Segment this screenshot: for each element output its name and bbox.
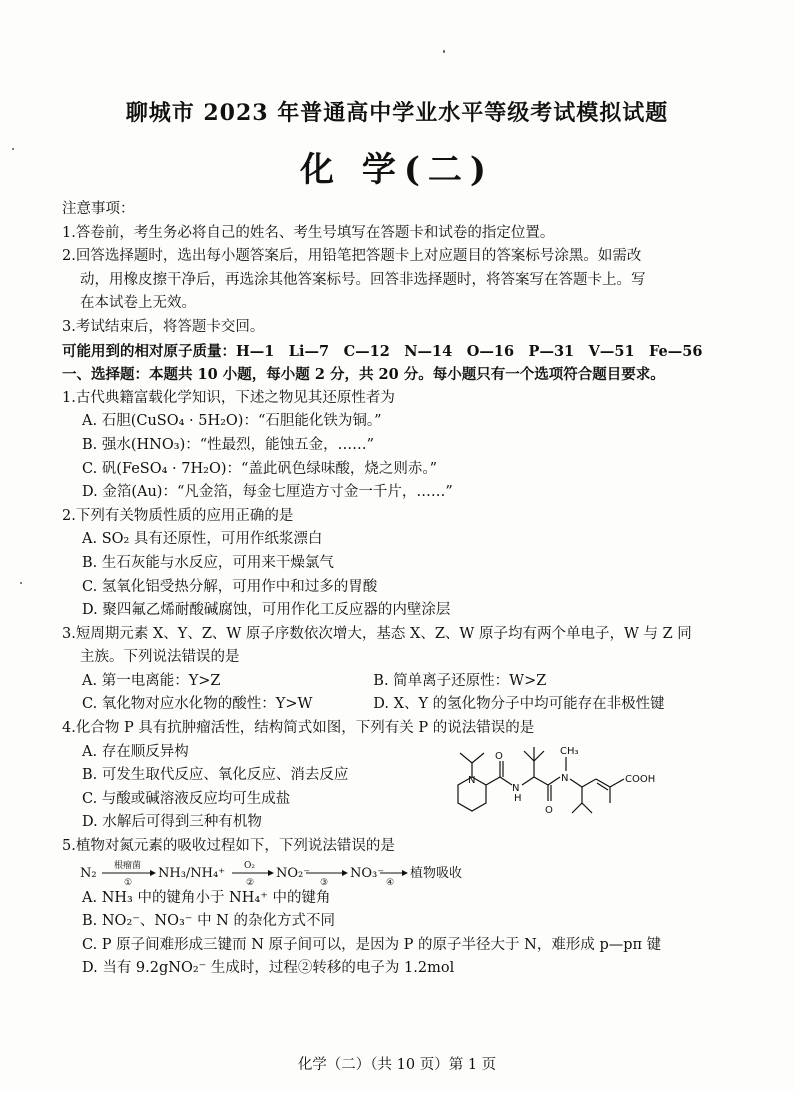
- nitrogen-uptake-scheme: [62, 859, 752, 887]
- question-1-option-a: A. 石胆(CuSO₄ · 5H₂O)：“石胆能化铁为铜。”: [82, 413, 382, 430]
- question-5-option-a: A. NH₃ 中的键角小于 NH₄⁺ 中的键角: [82, 889, 331, 906]
- question-3-option-c: C. 氧化物对应水化物的酸性：Y>W: [82, 696, 313, 713]
- scan-speck: [20, 582, 22, 584]
- question-5-option-d: D. 当有 9.2gNO₂⁻ 生成时，过程②转移的电子为 1.2mol: [82, 960, 455, 977]
- question-3-option-d: D. X、Y 的氢化物分子中均可能存在非极性键: [373, 696, 665, 713]
- question-4-option-c: C. 与酸或碱溶液反应均可生成盐: [82, 790, 291, 807]
- question-3-options-row-1: [62, 670, 752, 694]
- scheme-species-nitrite: NO₂⁻: [276, 865, 311, 881]
- scheme-species-ammonia: NH₃/NH₄⁺: [158, 865, 226, 881]
- note-item-2: 2.回答选择题时，选出每小题答案后，用铅笔把答题卡上对应题目的答案标号涂黑。如需改: [62, 248, 642, 265]
- question-2-option-a: A. SO₂ 具有还原性，可用作纸浆漂白: [82, 531, 323, 548]
- question-1-option-b: B. 强水(HNO₃)：“性最烈，能蚀五金，……”: [82, 436, 375, 453]
- question-3-stem: 3.短周期元素 X、Y、Z、W 原子序数依次增大，基态 X、Z、W 原子均有两个单电子，W 与 Z 同: [62, 625, 692, 642]
- question-2-option-c: C. 氢氧化铝受热分解，可用作中和过多的胃酸: [82, 578, 378, 595]
- question-5-option-b: B. NO₂⁻、NO₃⁻ 中 N 的杂化方式不同: [82, 913, 335, 930]
- structure-label-cooh: COOH: [625, 773, 656, 785]
- scheme-plant-uptake: 植物吸收: [410, 865, 463, 881]
- scheme-diagram: [80, 859, 500, 887]
- question-3-option-b: B. 简单离子还原性：W>Z: [373, 672, 547, 689]
- question-1-option-d: D. 金箔(Au)：“凡金箔，每金七厘造方寸金一千片，……”: [82, 484, 453, 501]
- question-3-options-row-2: [62, 693, 752, 717]
- exam-subject: 化 学(二): [299, 150, 494, 190]
- scheme-arrow-1-condition: 根瘤菌: [114, 860, 142, 871]
- question-5-option-c: C. P 原子间难形成三键而 N 原子间可以，是因为 P 的原子半径大于 N，难形成 p—pπ 键: [82, 936, 662, 953]
- note-item-1: 1.答卷前，考生务必将自己的姓名、考生号填写在答题卡和试卷的指定位置。: [62, 224, 555, 241]
- question-4-option-b: B. 可发生取代反应、氧化反应、消去反应: [82, 767, 349, 784]
- question-2-stem: 2.下列有关物质性质的应用正确的是: [62, 507, 294, 524]
- compound-p-structure: [442, 739, 712, 849]
- scheme-arrow-3-step: ③: [320, 877, 329, 887]
- page-footer: 化学（二）（共 10 页）第 1 页: [297, 1057, 497, 1073]
- structure-label-n: N: [561, 772, 569, 784]
- question-4-stem: 4.化合物 P 具有抗肿瘤活性，结构简式如图，下列有关 P 的说法错误的是: [62, 720, 535, 737]
- question-1-stem: 1.古代典籍富载化学知识，下述之物见其还原性者为: [62, 389, 395, 406]
- question-3-stem-cont: 主族。下列说法错误的是: [80, 649, 240, 666]
- scheme-arrow-4-step: ④: [386, 877, 395, 887]
- structure-label-n: N: [468, 774, 476, 786]
- question-3-option-a: A. 第一电离能：Y>Z: [82, 672, 221, 689]
- structure-label-h: H: [514, 792, 522, 804]
- question-2-option-d: D. 聚四氟乙烯耐酸碱腐蚀，可用作化工反应器的内壁涂层: [82, 602, 451, 619]
- structure-label-n: N: [512, 782, 520, 794]
- note-item-2-cont: 在本试卷上无效。: [80, 295, 196, 312]
- notes-heading: 注意事项：: [62, 201, 135, 217]
- scheme-species-nitrate: NO₃⁻: [350, 865, 385, 881]
- question-4-option-d: D. 水解后可得到三种有机物: [82, 814, 262, 831]
- scheme-arrow-2-step: ②: [246, 877, 255, 887]
- question-4-options: [62, 741, 752, 835]
- question-5-stem: 5.植物对氮元素的吸收过程如下，下列说法错误的是: [62, 838, 395, 855]
- exam-title: 聊城市 2023 年普通高中学业水平等级考试模拟试题: [125, 100, 669, 126]
- structure-label-methyl: CH₃: [560, 745, 579, 757]
- scheme-species-n2: N₂: [80, 865, 97, 881]
- section-heading: 一、选择题：本题共 10 小题，每小题 2 分，共 20 分。每小题只有一个选项符合题目要求。: [62, 366, 665, 384]
- question-4-option-a: A. 存在顺反异构: [82, 743, 189, 760]
- question-2-option-b: B. 生石灰能与水反应，可用来干燥氯气: [82, 554, 334, 571]
- exam-body: [62, 198, 752, 981]
- note-item-2-cont: 动，用橡皮擦干净后，再选涂其他答案标号。回答非选择题时，将答案写在答题卡上。写: [80, 271, 646, 288]
- structure-label-o: O: [495, 750, 503, 762]
- scheme-arrow-2-condition: O₂: [244, 860, 255, 871]
- atomic-mass-line: 可能用到的相对原子质量：H—1 Li—7 C—12 N—14 O—16 P—31 V—51 Fe—56: [62, 342, 703, 360]
- scan-speck: [443, 50, 445, 53]
- scheme-arrow-1-step: ①: [124, 877, 133, 887]
- note-item-3: 3.考试结束后，将答题卡交回。: [62, 318, 265, 335]
- question-1-option-c: C. 矾(FeSO₄ · 7H₂O)：“盖此矾色绿味酸，烧之则赤。”: [82, 460, 438, 477]
- structure-label-o: O: [545, 804, 553, 816]
